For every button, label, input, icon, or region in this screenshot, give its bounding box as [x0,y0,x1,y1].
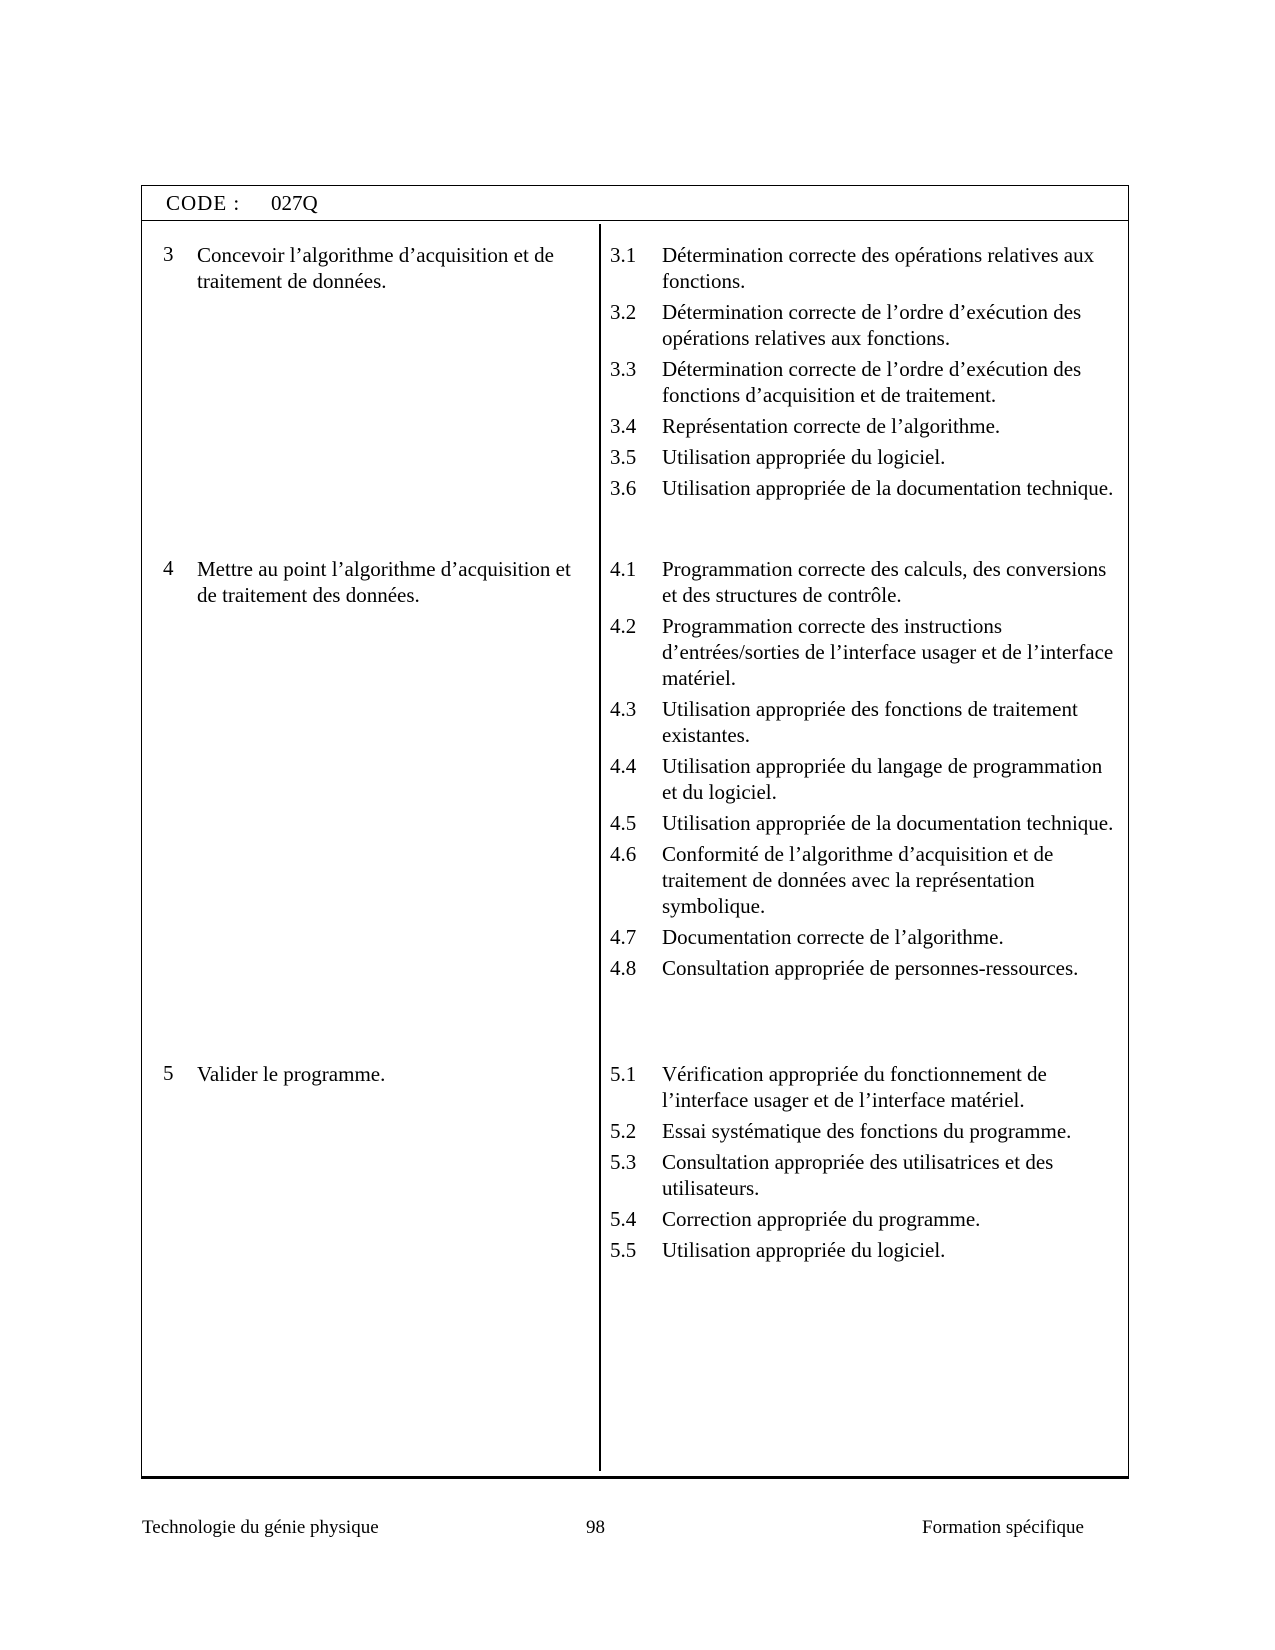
competency-number: 5 [163,1061,174,1085]
criterion-item [610,1206,1120,1232]
criterion-text: Consultation appropriée de personnes-ressources. [662,956,1079,980]
criterion-number: 3.6 [610,476,637,500]
criterion-number: 4.4 [610,754,637,778]
criterion-item [610,613,1120,691]
competency-text: Valider le programme. [197,1062,386,1086]
criterion-number: 3.4 [610,414,637,438]
footer-page-number: 98 [586,1517,605,1538]
criterion-item [610,841,1120,919]
criterion-number: 4.1 [610,557,637,581]
criterion-text: Utilisation appropriée de la documentation technique. [662,476,1114,500]
criterion-item [610,444,1120,470]
criterion-number: 5.4 [610,1207,637,1231]
competency-table [141,185,1129,1479]
code-value: 027Q [271,191,318,215]
criterion-text: Représentation correcte de l’algorithme. [662,414,1001,438]
criterion-text: Utilisation appropriée de la documentation technique. [662,811,1114,835]
criterion-item [610,696,1120,748]
criterion-text: Vérification appropriée du fonctionnement de l’interface usager et de l’interface matériel. [662,1062,1047,1112]
criterion-number: 4.8 [610,956,637,980]
criterion-text: Programmation correcte des instructions d’entrées/sorties de l’interface usager et de l’interface matériel. [662,614,1114,690]
criterion-text: Correction appropriée du programme. [662,1207,981,1231]
footer-section-title: Formation spécifique [922,1517,1084,1538]
footer-program-title: Technologie du génie physique [142,1517,379,1538]
criterion-text: Utilisation appropriée du logiciel. [662,1238,946,1262]
criterion-number: 5.5 [610,1238,637,1262]
criterion-item [610,1237,1120,1263]
criterion-number: 4.7 [610,925,637,949]
criterion-text: Détermination correcte des opérations relatives aux fonctions. [662,243,1095,293]
criterion-item [610,1061,1120,1113]
criterion-item [610,475,1120,501]
criterion-number: 3.5 [610,445,637,469]
criterion-item [610,1149,1120,1201]
criterion-item [610,1118,1120,1144]
criterion-number: 5.3 [610,1150,637,1174]
competency-number: 4 [163,556,174,580]
competency-text: Mettre au point l’algorithme d’acquisition et de traitement des données. [197,557,571,607]
competency-number: 3 [163,242,174,266]
criterion-item [610,810,1120,836]
criterion-text: Conformité de l’algorithme d’acquisition et de traitement de données avec la représentation symbolique. [662,842,1054,918]
criterion-text: Utilisation appropriée des fonctions de traitement existantes. [662,697,1078,747]
criterion-text: Programmation correcte des calculs, des conversions et des structures de contrôle. [662,557,1107,607]
criterion-number: 5.1 [610,1062,637,1086]
column-divider [599,224,601,1471]
criterion-item [610,556,1120,608]
criteria-list [610,242,1120,506]
criteria-list [610,556,1120,986]
criterion-number: 4.3 [610,697,637,721]
criterion-number: 4.6 [610,842,637,866]
criterion-item [610,242,1120,294]
code-row [142,186,1128,221]
criterion-text: Détermination correcte de l’ordre d’exécution des opérations relatives aux fonctions. [662,300,1082,350]
criterion-number: 4.5 [610,811,637,835]
criterion-item [610,924,1120,950]
criteria-list [610,1061,1120,1268]
code-label: CODE : [166,191,241,215]
criterion-text: Utilisation appropriée du logiciel. [662,445,946,469]
criterion-item [610,753,1120,805]
criterion-item [610,299,1120,351]
criterion-item [610,356,1120,408]
criterion-item [610,955,1120,981]
competency-text: Concevoir l’algorithme d’acquisition et de traitement de données. [197,243,554,293]
criterion-item [610,413,1120,439]
criterion-number: 3.1 [610,243,637,267]
criterion-text: Documentation correcte de l’algorithme. [662,925,1004,949]
criterion-text: Utilisation appropriée du langage de programmation et du logiciel. [662,754,1103,804]
criterion-text: Détermination correcte de l’ordre d’exécution des fonctions d’acquisition et de traitement. [662,357,1082,407]
criterion-number: 3.2 [610,300,637,324]
criterion-number: 4.2 [610,614,637,638]
criterion-text: Essai systématique des fonctions du programme. [662,1119,1072,1143]
criterion-number: 5.2 [610,1119,637,1143]
criterion-text: Consultation appropriée des utilisatrices et des utilisateurs. [662,1150,1054,1200]
criterion-number: 3.3 [610,357,637,381]
